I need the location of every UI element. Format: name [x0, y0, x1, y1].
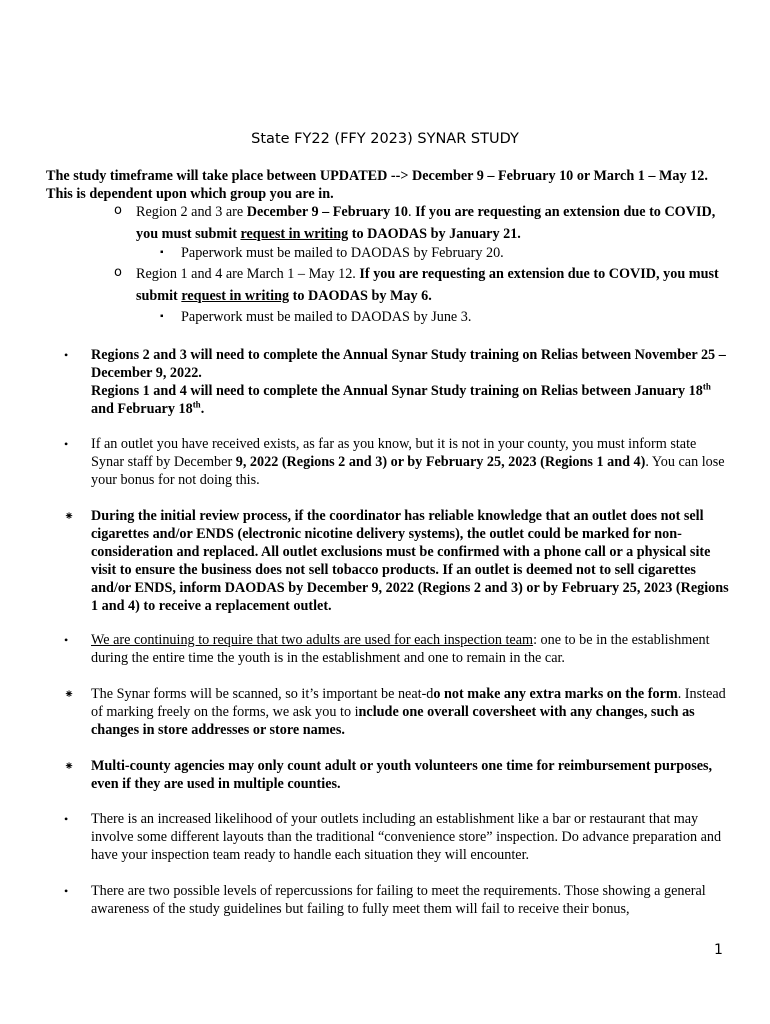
bullet-forms-scanned: The Synar forms will be scanned, so it’s important be neat-do not make any extra marks on the form. Instead of marking freely on the forms, we ask you to include one overall coversheet with any changes, such as changes in store addresses or store names. — [91, 686, 726, 738]
bullet-marker: • — [64, 437, 69, 451]
sub-bullet-regions-1-4: Region 1 and 4 are March 1 – May 12. If you are requesting an extension due to COVID, you must submit request in writing to DAODAS by May 6. — [136, 266, 719, 304]
bullet-multi-county-agencies: Multi-county agencies may only count adult or youth volunteers one time for reimbursement purposes, even if they are used in multiple counties. — [91, 758, 713, 792]
intro-paragraph: The study timeframe will take place between UPDATED --> December 9 – February 10 or March 1 – May 12. This is dependent upon which group you are in. — [46, 168, 708, 202]
sub-bullet-marker: o — [114, 265, 122, 280]
bullet-marker: ⁕ — [64, 687, 75, 701]
nested-bullet-marker: ▪ — [160, 311, 164, 322]
nested-bullet-feb-paperwork: Paperwork must be mailed to DAODAS by February 20. — [181, 245, 504, 261]
bullet-marker: ⁕ — [64, 509, 75, 523]
bullet-establishment-layouts: There is an increased likelihood of your outlets including an establishment like a bar or restaurant that may involve some different layouts than the traditional “convenience store” inspection. Do advance preparation and have your inspection team ready to handle each situation they will encounter. — [91, 811, 722, 863]
document-title: State FY22 (FFY 2023) SYNAR STUDY — [251, 131, 519, 147]
sub-bullet-regions-2-3: Region 2 and 3 are December 9 – February 10. If you are requesting an extension due to COVID, you must submit request in writing to DAODAS by January 21. — [136, 204, 716, 242]
bullet-marker: ⁕ — [64, 759, 75, 773]
sub-bullet-marker: o — [114, 203, 122, 218]
bullet-repercussions: There are two possible levels of repercussions for failing to meet the requirements. Those showing a general awareness of the study guidelines but failing to fully meet them will fail to receive their bonus, — [91, 883, 706, 917]
page-number: 1 — [714, 942, 723, 958]
bullet-outlet-not-in-county: If an outlet you have received exists, as far as you know, but it is not in your county, you must inform state Synar staff by December 9, 2022 (Regions 2 and 3) or by February 25, 2023 (Regions 1 and 4). You can lose your bonus for not doing this. — [91, 436, 725, 488]
bullet-marker: • — [64, 884, 69, 898]
bullet-marker: • — [64, 348, 69, 362]
bullet-marker: • — [64, 633, 69, 647]
nested-bullet-june-paperwork: Paperwork must be mailed to DAODAS by June 3. — [181, 309, 472, 325]
bullet-relias-training: Regions 2 and 3 will need to complete the Annual Synar Study training on Relias between November 25 – December 9, 2022. Regions 1 and 4 will need to complete the Annual Synar Study training on Relias between January 18th and February 18th. — [91, 347, 726, 417]
bullet-initial-review-process: During the initial review process, if the coordinator has reliable knowledge that an outlet does not sell cigarettes and/or ENDS (electronic nicotine delivery systems), the outlet could be marked for non-consideration and replaced. All outlet exclusions must be confirmed with a phone call or a physical site visit to ensure the business does not sell tobacco products. If an outlet is deemed not to sell cigarettes and/or ENDS, inform DAODAS by December 9, 2022 (Regions 2 and 3) or by February 25, 2023 (Regions 1 and 4) to receive a replacement outlet. — [91, 508, 729, 614]
bullet-marker: • — [64, 812, 69, 826]
nested-bullet-marker: ▪ — [160, 247, 164, 258]
bullet-two-adults-requirement: We are continuing to require that two adults are used for each inspection team: one to be in the establishment during the entire time the youth is in the establishment and one to remain in the car. — [91, 632, 710, 666]
